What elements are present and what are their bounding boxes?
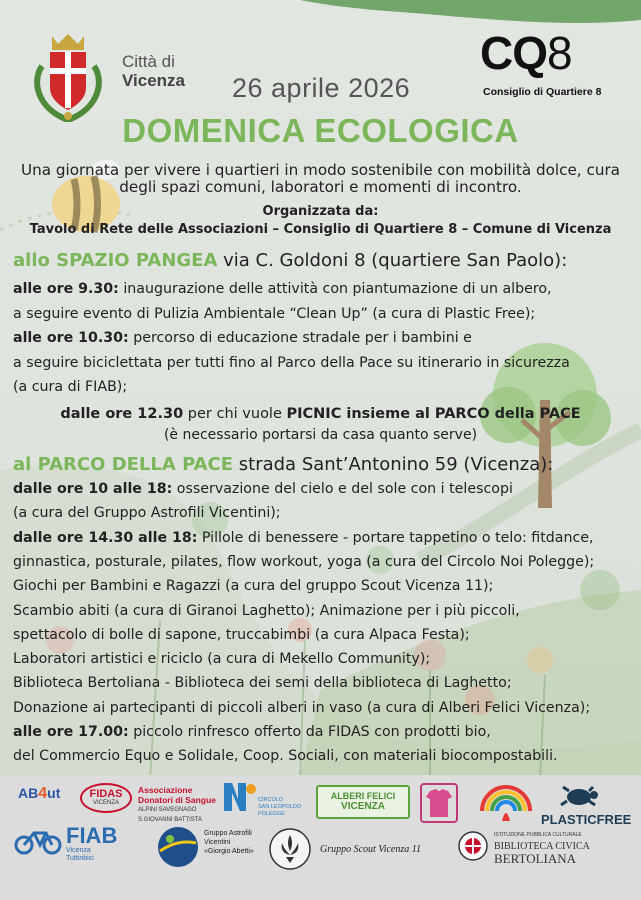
city-line2: Vicenza bbox=[122, 71, 186, 90]
schedule-text: piccolo rinfresco offerto da FIDAS con prodotti bio, bbox=[128, 724, 491, 740]
schedule-text: del Commercio Equo e Solidale, Coop. Sociali, con materiali biocompostabili. bbox=[13, 748, 558, 765]
bib-line1: ISTITUZIONE PUBBLICA CULTURALE bbox=[494, 832, 582, 838]
bib-line3: BERTOLIANA bbox=[494, 851, 577, 866]
schedule-text: percorso di educazione stradale per i bambini e bbox=[128, 330, 472, 346]
parco-place: al PARCO DELLA PACE bbox=[13, 454, 234, 475]
schedule-line bbox=[13, 281, 552, 298]
schedule-line bbox=[13, 700, 590, 717]
fidas-logo bbox=[80, 783, 132, 813]
schedule-line bbox=[13, 724, 491, 741]
picnic-text: per chi vuole bbox=[183, 406, 287, 422]
abaut-text: AB bbox=[18, 785, 39, 801]
fleur-de-lis-icon bbox=[268, 827, 312, 871]
planet-icon bbox=[156, 825, 200, 869]
pangea-heading bbox=[13, 250, 567, 271]
cq-logo-text: CQ bbox=[480, 27, 547, 79]
bicycle-icon bbox=[14, 825, 62, 855]
schedule-text: spettacolo di bolle di sapone, truccabimbi (a cura Alpaca Festa); bbox=[13, 626, 470, 643]
fidas-text: FIDAS bbox=[89, 788, 123, 800]
schedule-time: dalle ore 10 alle 18: bbox=[13, 481, 173, 497]
schedule-line bbox=[13, 330, 472, 347]
bib-line2: BIBLIOTECA CIVICA bbox=[494, 841, 590, 852]
circolo-icon bbox=[222, 779, 256, 815]
picnic-line bbox=[0, 406, 641, 422]
schedule-line bbox=[13, 379, 127, 396]
schedule-text: ginnastica, posturale, pilates, flow workout, yoga (a cura del Circolo Noi Polegge); bbox=[13, 553, 595, 570]
circolo-line2: SAN LEOPOLDO bbox=[258, 804, 302, 810]
schedule-line bbox=[13, 651, 430, 668]
schedule-text: Donazione ai partecipanti di piccoli alberi in vaso (a cura di Alberi Felici Vicenza); bbox=[13, 699, 591, 716]
abaut-text2: ut bbox=[47, 785, 61, 801]
bertoliana-logo bbox=[458, 831, 590, 866]
schedule-text: (a cura di FIAB); bbox=[13, 379, 128, 395]
parco-address: strada Sant’Antonino 59 (Vicenza): bbox=[233, 454, 554, 475]
fiab-text: FIAB bbox=[66, 823, 118, 848]
turtle-icon bbox=[559, 785, 599, 807]
abaut-4: 4 bbox=[38, 785, 48, 802]
fiab-sub1: Vicenza bbox=[66, 847, 91, 854]
fidas-sub: VICENZA bbox=[92, 800, 119, 806]
sponsor-footer bbox=[0, 775, 641, 900]
schedule-line bbox=[13, 505, 281, 522]
schedule-line bbox=[13, 554, 594, 571]
parco-heading bbox=[13, 454, 553, 475]
cq-logo-number: 8 bbox=[547, 27, 572, 79]
astro-line1: Gruppo Astrofili bbox=[204, 830, 252, 837]
fiab-logo bbox=[14, 823, 118, 862]
bertoliana-seal-icon bbox=[458, 831, 488, 861]
schedule-time: dalle ore 14.30 alle 18: bbox=[13, 529, 198, 546]
plasticfree-logo bbox=[541, 785, 631, 827]
astrofili-logo bbox=[156, 825, 254, 874]
giranoi-logo bbox=[420, 783, 458, 823]
schedule-text: Giochi per Bambini e Ragazzi (a cura del gruppo Scout Vicenza 11); bbox=[13, 578, 494, 595]
pangea-address: via C. Goldoni 8 (quartiere San Paolo): bbox=[217, 250, 568, 271]
organizers: Tavolo di Rete delle Associazioni – Consiglio di Quartiere 8 – Comune di Vicenza bbox=[29, 222, 612, 237]
circolo-line3: POLEGGE bbox=[258, 811, 285, 817]
picnic-bold: PICNIC insieme al PARCO della PACE bbox=[286, 406, 581, 422]
intro-line1: Una giornata per vivere i quartieri in modo sostenibile con mobilità dolce, cura bbox=[20, 161, 620, 179]
schedule-text: Scambio abiti (a cura di Giranoi Laghetto); Animazione per i più piccoli, bbox=[13, 602, 520, 619]
cq8-logo bbox=[480, 26, 572, 80]
ads-line2: Donatori di Sangue bbox=[138, 795, 216, 805]
schedule-line bbox=[13, 675, 512, 692]
schedule-text: (a cura del Gruppo Astrofili Vicentini); bbox=[13, 505, 281, 522]
abaut-logo bbox=[18, 785, 60, 803]
tshirt-icon bbox=[422, 785, 456, 821]
alberi-text2: VICENZA bbox=[341, 801, 385, 812]
alberi-text: ALBERI FELICI bbox=[330, 791, 396, 801]
schedule-text: Biblioteca Bertoliana - Biblioteca dei semi della biblioteca di Laghetto; bbox=[13, 675, 512, 692]
schedule-text: Pillole di benessere - portare tappetino o telo: fitdance, bbox=[197, 529, 594, 546]
alberi-felici-logo bbox=[316, 785, 410, 819]
ads-line4: S.GIOVANNI BATTISTA bbox=[138, 817, 203, 823]
schedule-text: inaugurazione delle attività con piantumazione di un albero, bbox=[118, 281, 552, 297]
schedule-line bbox=[13, 603, 520, 620]
astro-line2: Vicentini bbox=[204, 839, 231, 846]
circolo-line1: CIRCOLO bbox=[258, 797, 284, 803]
circolo-logo bbox=[222, 779, 302, 820]
city-line1: Città di bbox=[122, 52, 175, 71]
schedule-line bbox=[13, 355, 570, 372]
schedule-line bbox=[13, 530, 594, 547]
intro-text bbox=[0, 162, 641, 196]
ads-line3: ALPINI SAVEGNAGO bbox=[138, 807, 197, 813]
fiab-sub2: Tuttinbici bbox=[66, 855, 94, 862]
schedule-text: Laboratori artistici e riciclo (a cura di Mekello Community); bbox=[13, 651, 431, 668]
picnic-time: dalle ore 12.30 bbox=[60, 406, 184, 422]
scout-rainbow-logo bbox=[476, 781, 536, 830]
scout-text: Gruppo Scout Vicenza 11 bbox=[320, 844, 422, 855]
donatori-logo bbox=[138, 785, 216, 825]
city-name bbox=[122, 52, 185, 90]
cq8-subtitle: Consiglio di Quartiere 8 bbox=[483, 86, 602, 98]
picnic-note: (è necessario portarsi da casa quanto serve) bbox=[163, 427, 478, 443]
schedule-line bbox=[13, 578, 493, 595]
schedule-line bbox=[13, 627, 470, 644]
scout-vicenza-logo bbox=[268, 827, 422, 876]
event-date: 26 aprile 2026 bbox=[232, 73, 411, 103]
astro-line3: «Giorgio Abetti» bbox=[204, 848, 254, 855]
schedule-text: a seguire biciclettata per tutti fino al Parco della Pace su itinerario in sicurezza bbox=[13, 354, 570, 371]
pangea-place: allo SPAZIO PANGEA bbox=[13, 250, 218, 271]
schedule-text: osservazione del cielo e del sole con i telescopi bbox=[172, 481, 513, 497]
vicenza-coat-of-arms-logo bbox=[32, 30, 104, 122]
rainbow-icon bbox=[476, 781, 536, 825]
schedule-time: alle ore 17.00: bbox=[13, 724, 129, 740]
ads-line1: Associazione bbox=[138, 785, 193, 795]
plasticfree-text: PLASTICFREE bbox=[541, 812, 632, 827]
intro-line2: degli spazi comuni, laboratori e momenti di incontro. bbox=[119, 178, 522, 196]
schedule-text: a seguire evento di Pulizia Ambientale “Clean Up” (a cura di Plastic Free); bbox=[13, 305, 536, 322]
schedule-time: alle ore 10.30: bbox=[13, 330, 129, 346]
schedule-line bbox=[13, 481, 513, 498]
schedule-line bbox=[13, 748, 558, 765]
organized-label: Organizzata da: bbox=[262, 204, 379, 219]
schedule-time: alle ore 9.30: bbox=[13, 281, 119, 297]
schedule-line bbox=[13, 306, 535, 323]
page-title: DOMENICA ECOLOGICA bbox=[122, 112, 519, 149]
